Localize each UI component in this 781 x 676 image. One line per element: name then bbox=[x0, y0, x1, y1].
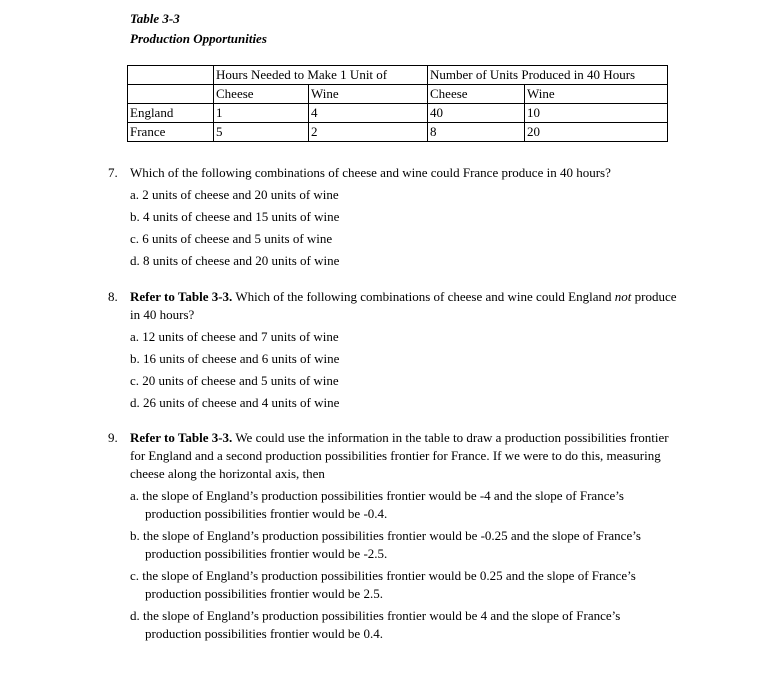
question-8 bbox=[108, 288, 678, 412]
answer-option[interactable]: d. the slope of England’s production possibilities frontier would be 4 and the slope of France’s production possibilities frontier would be 0.4. bbox=[130, 608, 621, 641]
table-row-france bbox=[128, 123, 668, 142]
question-stem bbox=[130, 429, 678, 483]
units-wine-cell: 10 bbox=[525, 104, 668, 123]
table-header-row bbox=[128, 66, 668, 85]
table-reference: Refer to Table 3-3. bbox=[130, 430, 233, 445]
question-number: 8. bbox=[108, 289, 118, 304]
question-text: Which of the following combinations of cheese and wine could England bbox=[232, 289, 615, 304]
table-number: Table 3-3 bbox=[130, 11, 180, 26]
table-row-england bbox=[128, 104, 668, 123]
hours-cheese-cell: 5 bbox=[214, 123, 309, 142]
question-number: 9. bbox=[108, 430, 118, 445]
units-cheese-cell: 8 bbox=[428, 123, 525, 142]
emphasis-text: not bbox=[614, 289, 632, 304]
country-cell: England bbox=[128, 104, 214, 123]
answer-option[interactable]: c. the slope of England’s production possibilities frontier would be 0.25 and the slope of France’s production possibilities frontier would be 2.5. bbox=[130, 568, 636, 601]
hours-cheese-cell: 1 bbox=[214, 104, 309, 123]
table-subheader-row bbox=[128, 85, 668, 104]
answer-option[interactable]: b. 4 units of cheese and 15 units of wine bbox=[130, 209, 340, 224]
subheader-hours-cheese: Cheese bbox=[214, 85, 309, 104]
subheader-units-cheese: Cheese bbox=[428, 85, 525, 104]
hours-wine-cell: 2 bbox=[309, 123, 428, 142]
question-7 bbox=[108, 164, 678, 270]
answer-option[interactable]: d. 8 units of cheese and 20 units of wine bbox=[130, 253, 340, 268]
answer-option[interactable]: c. 6 units of cheese and 5 units of wine bbox=[130, 231, 333, 246]
answer-option[interactable]: a. the slope of England’s production possibilities frontier would be -4 and the slope of France’s production possibilities frontier would be -0.4. bbox=[130, 488, 624, 521]
answer-option[interactable]: c. 20 units of cheese and 5 units of wine bbox=[130, 373, 339, 388]
header-blank-cell bbox=[128, 66, 214, 85]
table-reference: Refer to Table 3-3. bbox=[130, 289, 233, 304]
question-stem bbox=[130, 288, 678, 324]
answer-option[interactable]: d. 26 units of cheese and 4 units of wine bbox=[130, 395, 340, 410]
production-table bbox=[127, 65, 668, 142]
hours-wine-cell: 4 bbox=[309, 104, 428, 123]
hours-needed-header: Hours Needed to Make 1 Unit of bbox=[214, 66, 428, 85]
question-text: Which of the following combinations of cheese and wine could France produce in 40 hours? bbox=[130, 165, 611, 180]
subheader-blank-cell bbox=[128, 85, 214, 104]
table-title: Production Opportunities bbox=[130, 31, 267, 46]
question-9 bbox=[108, 429, 678, 643]
answer-option[interactable]: a. 12 units of cheese and 7 units of wine bbox=[130, 329, 339, 344]
subheader-units-wine: Wine bbox=[525, 85, 668, 104]
question-number: 7. bbox=[108, 165, 118, 180]
units-wine-cell: 20 bbox=[525, 123, 668, 142]
answer-option[interactable]: b. 16 units of cheese and 6 units of wine bbox=[130, 351, 340, 366]
units-produced-header: Number of Units Produced in 40 Hours bbox=[428, 66, 668, 85]
answer-option[interactable]: b. the slope of England’s production possibilities frontier would be -0.25 and the slope of France’s production possibilities frontier would be -2.5. bbox=[130, 528, 641, 561]
question-stem bbox=[130, 164, 678, 182]
country-cell: France bbox=[128, 123, 214, 142]
units-cheese-cell: 40 bbox=[428, 104, 525, 123]
table-caption bbox=[130, 9, 267, 49]
question-text: We could use the information in the table to draw a production possibilities frontier for England and a second production possibilities frontier for France. If we were to do this, measuring cheese along the horizontal axis, then bbox=[130, 430, 669, 481]
question-text-end: produce in 40 hours? bbox=[130, 289, 677, 322]
answer-option[interactable]: a. 2 units of cheese and 20 units of wine bbox=[130, 187, 339, 202]
subheader-hours-wine: Wine bbox=[309, 85, 428, 104]
